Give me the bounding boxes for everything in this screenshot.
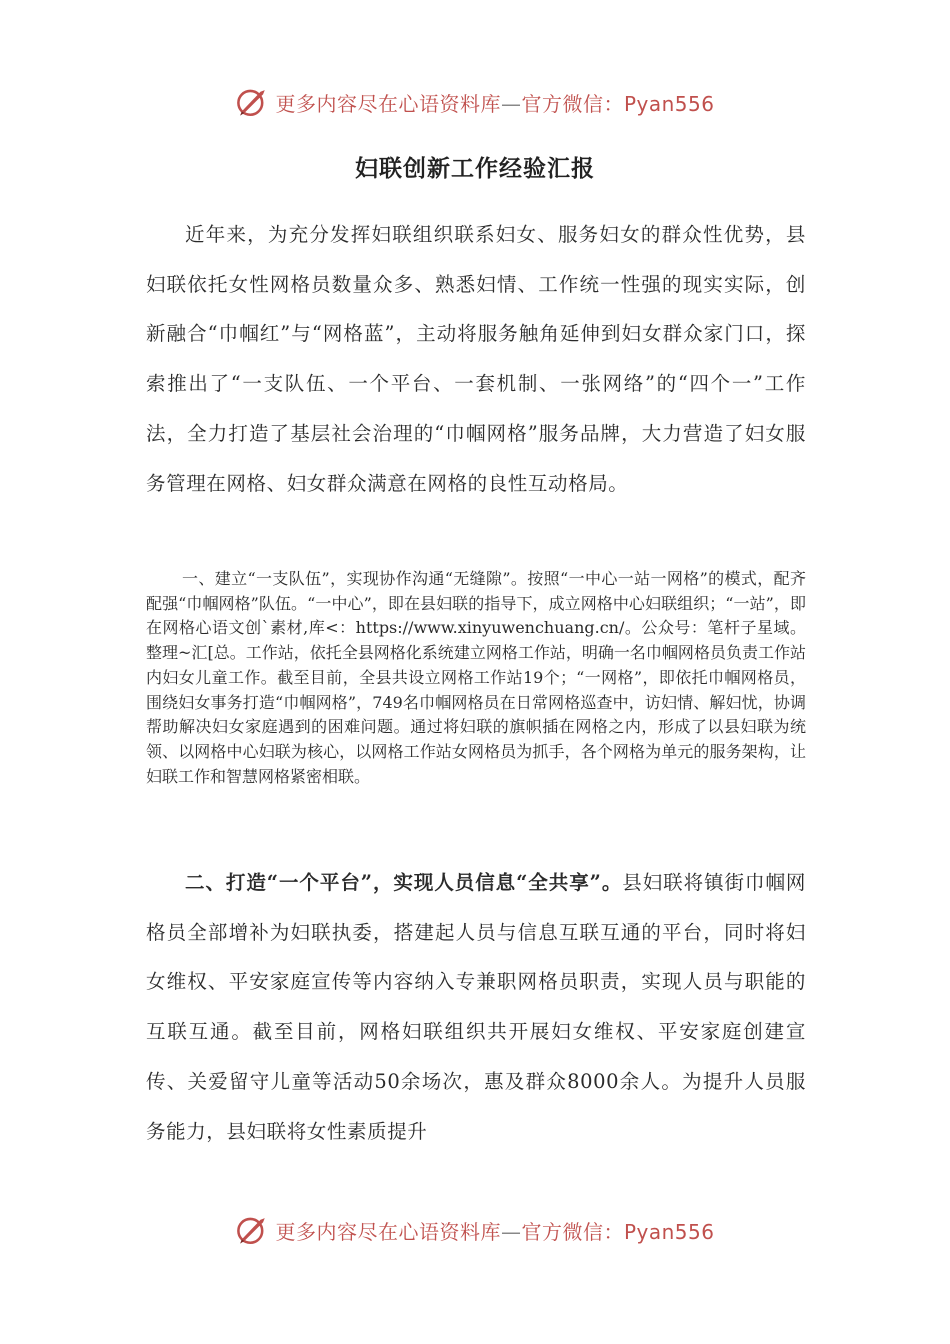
pen-circle-logo-icon [235,1213,269,1247]
paragraph-intro-text: 近年来，为充分发挥妇联组织联系妇女、服务妇女的群众性优势，县妇联依托女性网格员数量众多、熟悉妇情、工作统一性强的现实实际，创新融合“巾帼红”与“网格蓝”，主动将服务触角延伸到妇女群众家门口，探索推出了“一支队伍、一个平台、一套机制、一张网络”的“四个一”工作法，全力打造了基层社会治理的“巾帼网格”服务品牌，大力营造了妇女服务管理在网格、妇女群众满意在网格的良性互动格局。 [146,223,806,495]
section-two-body: 县妇联将镇街巾帼网格员全部增补为妇联执委，搭建起人员与信息互联互通的平台，同时将妇女维权、平安家庭宣传等内容纳入专兼职网格员职责，实现人员与职能的互联互通。截至目前，网格妇联组织共开展妇女维权、平安家庭创建宣传、关爱留守儿童等活动50余场次，惠及群众8000余人。为提升人员服务能力，县妇联将女性素质提升 [146,871,807,1143]
paragraph-section-one [146,567,806,789]
header-banner [0,82,950,122]
paragraph-section-one-text: 一、建立“一支队伍”，实现协作沟通“无缝隙”。按照“一中心一站一网格”的模式，配齐配强“巾帼网格”队伍。“一中心”，即在县妇联的指导下，成立网格中心妇联组织；“一站”，即在网格心语文创`素材,库<：https://www.xinyuwenchuang.cn/。公众号：笔杆子星域。整理~汇[总。工作站，依托全县网格化系统建立网格工作站，明确一名巾帼网格员负责工作站内妇女儿童工作。截至目前，全县共设立网格工作站19个；“一网格”，即依托巾帼网格员，围绕妇女事务打造“巾帼网格”，749名巾帼网格员在日常网格巡查中，访妇情、解妇忧，协调帮助解决妇女家庭遇到的困难问题。通过将妇联的旗帜插在网格之内，形成了以县妇联为统领、以网格中心妇联为核心，以网格工作站女网格员为抓手，各个网格为单元的服务架构，让妇联工作和智慧网格紧密相联。 [146,569,806,786]
header-banner-text: 更多内容尽在心语资料库—官方微信：Pyan556 [275,91,715,116]
pen-circle-logo-icon [235,85,269,119]
paragraph-section-two [146,858,806,1156]
document-title: 妇联创新工作经验汇报 [355,155,595,182]
paragraph-section-two-text [146,858,806,1156]
section-two-heading: 二、打造“一个平台”，实现人员信息“全共享”。 [185,871,623,894]
footer-banner [0,1210,950,1250]
paragraph-intro [146,210,806,508]
footer-banner-text: 更多内容尽在心语资料库—官方微信：Pyan556 [275,1219,715,1244]
